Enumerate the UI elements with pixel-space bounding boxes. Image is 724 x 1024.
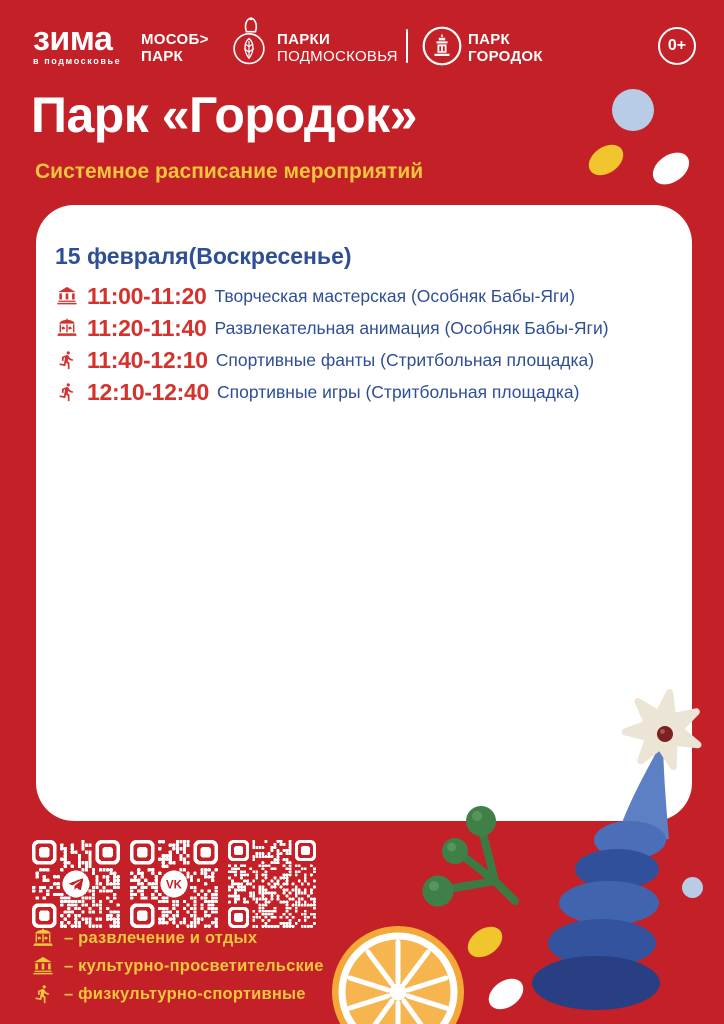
event-title: Творческая мастерская (Особняк Бабы-Яги) (214, 286, 576, 306)
event-title: Развлекательная анимация (Особняк Бабы-Яги) (214, 318, 609, 338)
event-row (55, 376, 672, 408)
mosobpark-logo (141, 31, 209, 65)
event-title: Спортивные игры (Стритбольная площадка) (217, 382, 580, 402)
event-row (55, 312, 672, 344)
carousel-icon (55, 318, 79, 339)
runner-icon (55, 382, 79, 403)
event-time: 11:20-11:40 (87, 314, 207, 341)
qr-code-telegram (32, 840, 120, 928)
runner-icon (55, 350, 79, 371)
zima-logo-title: зима (33, 20, 113, 58)
age-rating-badge: 0+ (658, 27, 696, 65)
event-time: 11:40-12:10 (87, 346, 208, 373)
gorodok-line1: ПАРК (468, 31, 510, 48)
museum-icon (32, 956, 54, 976)
confetti-dot-yellow (583, 138, 629, 181)
carousel-icon (32, 928, 54, 948)
zima-logo (33, 20, 122, 66)
confetti-dot-white (647, 146, 695, 191)
legend (32, 924, 324, 1008)
page-subtitle: Системное расписание мероприятий (35, 160, 424, 183)
legend-row (32, 924, 324, 952)
gorodok-line2: ГОРОДОК (468, 48, 543, 65)
parki-line2: ПОДМОСКОВЬЯ (277, 48, 398, 65)
qr-code-vk (130, 840, 218, 928)
svg-text:VK: VK (166, 879, 182, 892)
event-row (55, 344, 672, 376)
event-time: 12:10-12:40 (87, 378, 210, 405)
runner-icon (32, 984, 54, 1004)
qr-code-info (228, 840, 316, 928)
legend-label: – культурно-просветительские (64, 956, 324, 975)
holly-berries-decoration (408, 778, 548, 928)
mosobpark-line1: МОСОБ> (141, 31, 209, 48)
legend-label: – развлечение и отдых (64, 928, 258, 947)
park-gorodok-logo (468, 31, 543, 65)
zima-logo-subtitle: в подмосковье (33, 56, 122, 66)
museum-icon (55, 286, 79, 307)
legend-label: – физкультурно-спортивные (64, 984, 306, 1003)
header-divider (406, 29, 408, 63)
orange-slice-decoration (325, 920, 475, 1024)
parki-podmoskovya-logo (277, 31, 398, 65)
parki-line1: ПАРКИ (277, 31, 331, 48)
confetti-dot-blue (612, 89, 654, 131)
park-tower-icon (422, 26, 462, 66)
legend-row (32, 980, 324, 1008)
event-time: 11:00-11:20 (87, 282, 207, 309)
legend-row (32, 952, 324, 980)
event-title: Спортивные фанты (Стритбольная площадка) (215, 350, 595, 370)
schedule-date-heading: 15 февраля(Воскресенье) (55, 243, 352, 269)
event-row (55, 280, 672, 312)
page-title: Парк «Городок» (31, 87, 417, 143)
mosobpark-line2: ПАРК (141, 48, 183, 65)
winter-leaf-icon (226, 17, 272, 69)
